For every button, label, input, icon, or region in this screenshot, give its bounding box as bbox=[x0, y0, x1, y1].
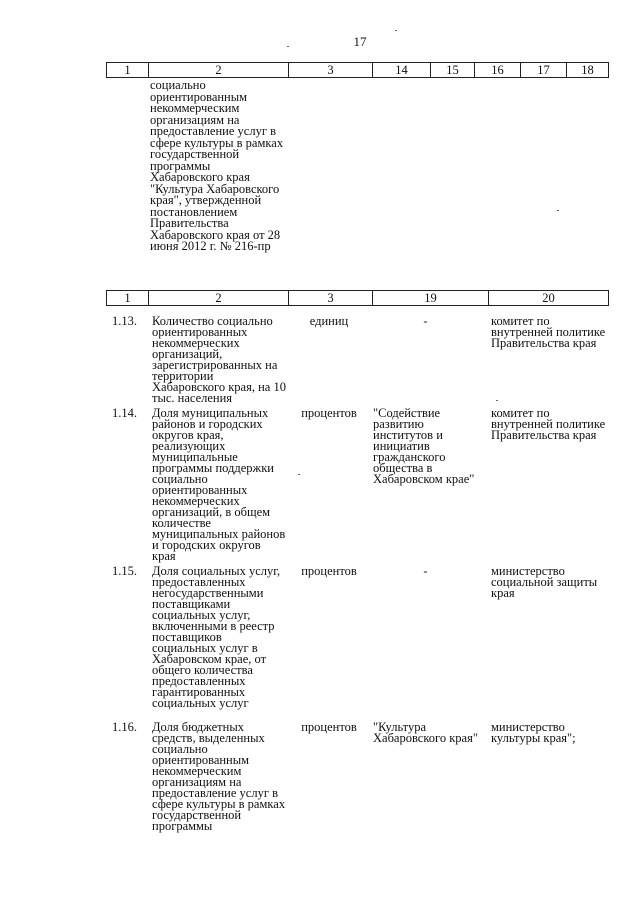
responsible-body: министерство социальной защиты края bbox=[491, 564, 598, 600]
row-number: 1.15. bbox=[112, 564, 137, 578]
unit-of-measure: процентов bbox=[301, 564, 357, 578]
program-name: "Содействие развитию институтов и инициатив гражданского общества в Хабаровском крае" bbox=[373, 406, 475, 486]
column-header-16: 16 bbox=[475, 63, 521, 78]
column-header-19: 19 bbox=[373, 291, 489, 306]
row-number: 1.16. bbox=[112, 720, 137, 734]
responsible-body: комитет по внутренней политике Правительства края bbox=[491, 314, 606, 350]
scan-speck bbox=[496, 400, 498, 401]
column-header-17: 17 bbox=[521, 63, 567, 78]
page-number: 17 bbox=[353, 34, 367, 49]
continued-indicator-text: социально ориентированным некоммерческим организациям на предоставление услуг в сфере культуры в рамках государственной программы Хабаровского края "Культура Хабаровского края", утвержденной постановлением Правительства Хабаровского края от 28 июня 2012 г. № 216-пр bbox=[150, 78, 284, 253]
indicator-name: Количество социально ориентированных некоммерческих организаций, зарегистрированных на территории Хабаровского края, на 10 тыс. населения bbox=[152, 314, 286, 405]
column-header-table-bottom bbox=[106, 290, 609, 306]
program-name: - bbox=[423, 564, 428, 578]
scan-speck bbox=[298, 474, 300, 475]
indicator-name: Доля бюджетных средств, выделенных социально ориентированным некоммерческим организациям на предоставление услуг в сфере культуры в рамках государственной программы bbox=[152, 720, 286, 833]
row-number: 1.14. bbox=[112, 406, 137, 420]
column-header-15: 15 bbox=[431, 63, 475, 78]
unit-of-measure: процентов bbox=[301, 720, 357, 734]
unit-of-measure: процентов bbox=[301, 406, 357, 420]
unit-of-measure: единиц bbox=[309, 314, 349, 328]
column-header-18: 18 bbox=[567, 63, 609, 78]
program-name: "Культура Хабаровского края" bbox=[373, 720, 478, 745]
column-header-1: 1 bbox=[107, 63, 149, 78]
column-header-3: 3 bbox=[289, 291, 373, 306]
column-header-2: 2 bbox=[149, 63, 289, 78]
row-number: 1.13. bbox=[112, 314, 137, 328]
indicator-name: Доля социальных услуг, предоставленных негосударственными поставщиками социальных услуг, включенными в реестр поставщиков социальных услуг в Хабаровском крае, от общего количества предоставленных гарантированных социальных услуг bbox=[152, 564, 281, 710]
column-header-2: 2 bbox=[149, 291, 289, 306]
responsible-body: комитет по внутренней политике Правительства края bbox=[491, 406, 606, 442]
scan-speck bbox=[557, 210, 559, 211]
column-header-14: 14 bbox=[373, 63, 431, 78]
scan-speck bbox=[287, 46, 289, 47]
column-header-3: 3 bbox=[289, 63, 373, 78]
column-header-1: 1 bbox=[107, 291, 149, 306]
scan-speck bbox=[395, 30, 397, 31]
indicator-name: Доля муниципальных районов и городских округов края, реализующих муниципальные программы поддержки социально ориентированных некоммерческих организаций, в общем количестве муниципальных районов и городских округов края bbox=[152, 406, 286, 563]
column-header-20: 20 bbox=[489, 291, 609, 306]
program-name: - bbox=[423, 314, 428, 328]
responsible-body: министерство культуры края"; bbox=[491, 720, 576, 745]
column-header-table-top bbox=[106, 62, 609, 78]
